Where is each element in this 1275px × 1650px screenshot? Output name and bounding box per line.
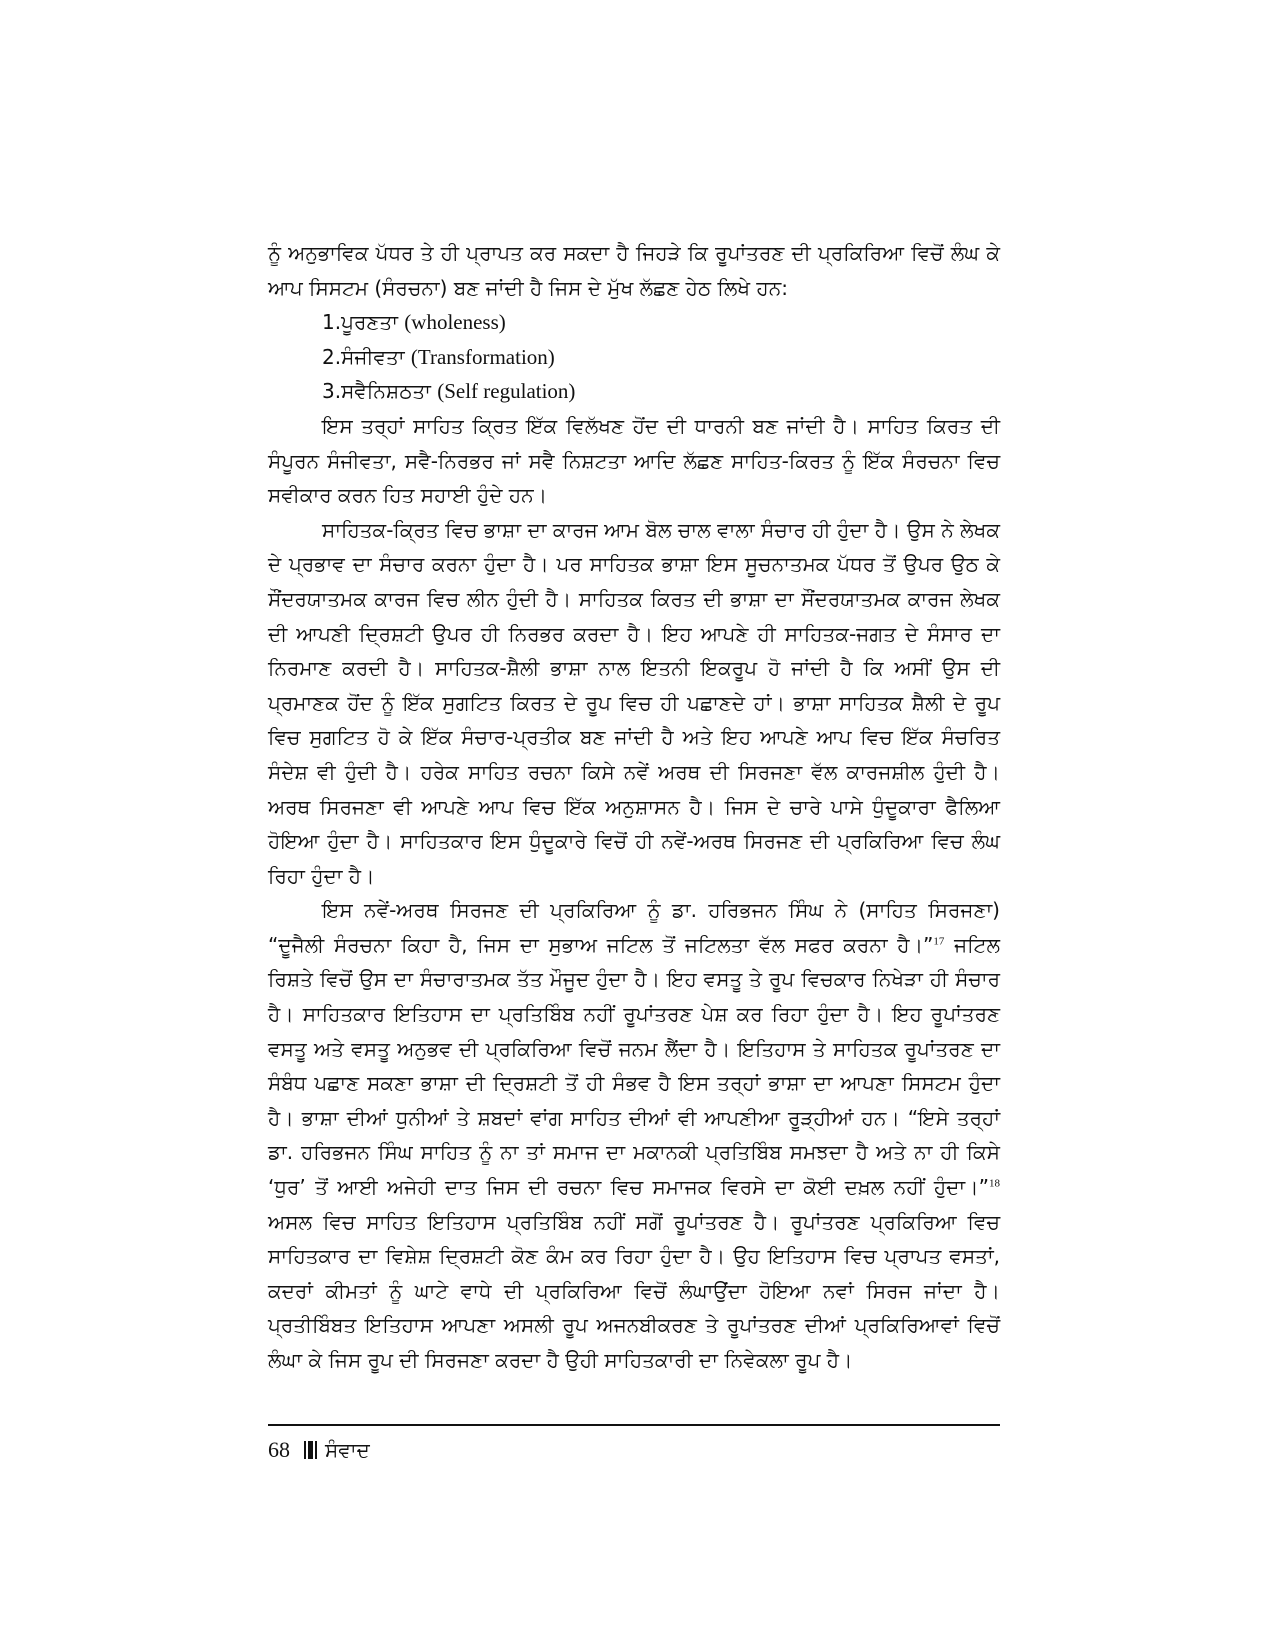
list-item (268, 305, 1000, 340)
list-term: ਸਵੈਨਿਸ਼ਠਤਾ (341, 379, 431, 404)
footnote-marker: 17 (933, 935, 945, 948)
paragraph: ਸਾਹਿਤਕ-ਕ੍ਰਿਤ ਵਿਚ ਭਾਸ਼ਾ ਦਾ ਕਾਰਜ ਆਮ ਬੋਲ ਚਾਲ ਵਾਲਾ ਸੰਚਾਰ ਹੀ ਹੁੰਦਾ ਹੈ। ਉਸ ਨੇ ਲੇਖਕ ਦੇ ਪ੍ਰਭਾਵ ਦਾ ਸੰਚਾਰ ਕਰਨਾ ਹੁੰਦਾ ਹੈ। ਪਰ ਸਾਹਿਤਕ ਭਾਸ਼ਾ ਇਸ ਸੂਚਨਾਤਮਕ ਪੱਧਰ ਤੋਂ ਉਪਰ ਉਠ ਕੇ ਸੌਂਦਰਯਾਤਮਕ ਕਾਰਜ ਵਿਚ ਲੀਨ ਹੁੰਦੀ ਹੈ। ਸਾਹਿਤਕ ਕਿਰਤ ਦੀ ਭਾਸ਼ਾ ਦਾ ਸੌਂਦਰਯਾਤਮਕ ਕਾਰਜ ਲੇਖਕ ਦੀ ਆਪਣੀ ਦ੍ਰਿਸ਼ਟੀ ਉਪਰ ਹੀ ਨਿਰਭਰ ਕਰਦਾ ਹੈ। ਇਹ ਆਪਣੇ ਹੀ ਸਾਹਿਤਕ-ਜਗਤ ਦੇ ਸੰਸਾਰ ਦਾ ਨਿਰਮਾਣ ਕਰਦੀ ਹੈ। ਸਾਹਿਤਕ-ਸ਼ੈਲੀ ਭਾਸ਼ਾ ਨਾਲ ਇਤਨੀ ਇਕਰੂਪ ਹੋ ਜਾਂਦੀ ਹੈ ਕਿ ਅਸੀਂ ਉਸ ਦੀ ਪ੍ਰਮਾਣਕ ਹੋਂਦ ਨੂੰ ਇੱਕ ਸੁਗਟਿਤ ਕਿਰਤ ਦੇ ਰੂਪ ਵਿਚ ਹੀ ਪਛਾਣਦੇ ਹਾਂ। ਭਾਸ਼ਾ ਸਾਹਿਤਕ ਸ਼ੈਲੀ ਦੇ ਰੂਪ ਵਿਚ ਸੁਗਟਿਤ ਹੋ ਕੇ ਇੱਕ ਸੰਚਾਰ-ਪ੍ਰਤੀਕ ਬਣ ਜਾਂਦੀ ਹੈ ਅਤੇ ਇਹ ਆਪਣੇ ਆਪ ਵਿਚ ਇੱਕ ਸੰਚਰਿਤ ਸੰਦੇਸ਼ ਵੀ ਹੁੰਦੀ ਹੈ। ਹਰੇਕ ਸਾਹਿਤ ਰਚਨਾ ਕਿਸੇ ਨਵੇਂ ਅਰਥ ਦੀ ਸਿਰਜਣਾ ਵੱਲ ਕਾਰਜਸ਼ੀਲ ਹੁੰਦੀ ਹੈ। ਅਰਥ ਸਿਰਜਣਾ ਵੀ ਆਪਣੇ ਆਪ ਵਿਚ ਇੱਕ ਅਨੁਸ਼ਾਸਨ ਹੈ। ਜਿਸ ਦੇ ਚਾਰੇ ਪਾਸੇ ਧੁੰਦੂਕਾਰਾ ਫੈਲਿਆ ਹੋਇਆ ਹੁੰਦਾ ਹੈ। ਸਾਹਿਤਕਾਰ ਇਸ ਧੁੰਦੂਕਾਰੇ ਵਿਚੋਂ ਹੀ ਨਵੇਂ-ਅਰਥ ਸਿਰਜਣ ਦੀ ਪ੍ਰਕਿਰਿਆ ਵਿਚ ਲੰਘ ਰਿਹਾ ਹੁੰਦਾ ਹੈ। (268, 517, 1000, 888)
list-term: ਪੂਰਣਤਾ (341, 310, 398, 335)
feature-list (268, 305, 1000, 409)
list-number: 1. (322, 310, 342, 335)
list-english: (Transformation) (410, 344, 555, 369)
body-text (268, 236, 1000, 1378)
list-number: 2. (322, 344, 342, 369)
paragraph-text: ਜਟਿਲ ਰਿਸ਼ਤੇ ਵਿਚੋਂ ਉਸ ਦਾ ਸੰਚਾਰਾਤਮਕ ਤੱਤ ਮੌਜੂਦ ਹੁੰਦਾ ਹੈ। ਇਹ ਵਸਤੂ ਤੇ ਰੂਪ ਵਿਚਕਾਰ ਨਿਖੇੜਾ ਹੀ ਸੰਚਾਰ ਹੈ। ਸਾਹਿਤਕਾਰ ਇਤਿਹਾਸ ਦਾ ਪ੍ਰਤਿਬਿੰਬ ਨਹੀਂ ਰੂਪਾਂਤਰਣ ਪੇਸ਼ ਕਰ ਰਿਹਾ ਹੁੰਦਾ ਹੈ। ਇਹ ਰੂਪਾਂਤਰਣ ਵਸਤੂ ਅਤੇ ਵਸਤੂ ਅਨੁਭਵ ਦੀ ਪ੍ਰਕਿਰਿਆ ਵਿਚੋਂ ਜਨਮ ਲੈਂਦਾ ਹੈ। ਇਤਿਹਾਸ ਤੇ ਸਾਹਿਤਕ ਰੂਪਾਂਤਰਣ ਦਾ ਸੰਬੰਧ ਪਛਾਣ ਸਕਣਾ ਭਾਸ਼ਾ ਦੀ ਦ੍ਰਿਸ਼ਟੀ ਤੋਂ ਹੀ ਸੰਭਵ ਹੈ ਇਸ ਤਰ੍ਹਾਂ ਭਾਸ਼ਾ ਦਾ ਆਪਣਾ ਸਿਸਟਮ ਹੁੰਦਾ ਹੈ। ਭਾਸ਼ਾ ਦੀਆਂ ਧੁਨੀਆਂ ਤੇ ਸ਼ਬਦਾਂ ਵਾਂਗ ਸਾਹਿਤ ਦੀਆਂ ਵੀ ਆਪਣੀਆ ਰੂੜ੍ਹੀਆਂ ਹਨ। “ਇਸੇ ਤਰ੍ਹਾਂ ਡਾ. ਹਰਿਭਜਨ ਸਿੰਘ ਸਾਹਿਤ ਨੂੰ ਨਾ ਤਾਂ ਸਮਾਜ ਦਾ ਮਕਾਨਕੀ ਪ੍ਰਤਿਬਿੰਬ ਸਮਝਦਾ ਹੈ ਅਤੇ ਨਾ ਹੀ ਕਿਸੇ ‘ਧੁਰ’ ਤੋਂ ਆਈ ਅਜੇਹੀ ਦਾਤ ਜਿਸ ਦੀ ਰਚਨਾ ਵਿਚ ਸਮਾਜਕ ਵਿਰਸੇ ਦਾ ਕੋਈ ਦਖ਼ਲ ਨਹੀਂ ਹੁੰਦਾ।” (268, 932, 1000, 1200)
journal-name: ਸੰਵਾਦ (325, 1438, 370, 1462)
footnote-marker: 18 (989, 1177, 1000, 1190)
paragraph: ਇਸ ਤਰ੍ਹਾਂ ਸਾਹਿਤ ਕ੍ਰਿਤ ਇੱਕ ਵਿਲੱਖਣ ਹੋਂਦ ਦੀ ਧਾਰਨੀ ਬਣ ਜਾਂਦੀ ਹੈ। ਸਾਹਿਤ ਕਿਰਤ ਦੀ ਸੰਪੂਰਨ ਸੰਜੀਵਤਾ, ਸਵੈ-ਨਿਰਭਰ ਜਾਂ ਸਵੈ ਨਿਸ਼ਟਤਾ ਆਦਿ ਲੱਛਣ ਸਾਹਿਤ-ਕਿਰਤ ਨੂੰ ਇੱਕ ਸੰਰਚਨਾ ਵਿਚ ਸਵੀਕਾਰ ਕਰਨ ਹਿਤ ਸਹਾਈ ਹੁੰਦੇ ਹਨ। (268, 413, 1000, 508)
list-term: ਸੰਜੀਵਤਾ (341, 344, 405, 369)
page-number: 68 (268, 1437, 290, 1462)
paragraph-text: ਇਸ ਨਵੇਂ-ਅਰਥ ਸਿਰਜਣ ਦੀ ਪ੍ਰਕਿਰਿਆ ਨੂੰ ਡਾ. ਹਰਿਭਜਨ ਸਿੰਘ ਨੇ (ਸਾਹਿਤ ਸਿਰਜਣਾ) “ਦੂਜੈਲੀ ਸੰਰਚਨਾ ਕਿਹਾ ਹੈ, ਜਿਸ ਦਾ ਸੁਭਾਅ ਜਟਿਲ ਤੋਂ ਜਟਿਲਤਾ ਵੱਲ ਸਫਰ ਕਰਨਾ ਹੈ।” (268, 898, 1000, 957)
paragraph: ਨੂੰ ਅਨੁਭਾਵਿਕ ਪੱਧਰ ਤੇ ਹੀ ਪ੍ਰਾਪਤ ਕਰ ਸਕਦਾ ਹੈ ਜਿਹੜੇ ਕਿ ਰੂਪਾਂਤਰਣ ਦੀ ਪ੍ਰਕਿਰਿਆ ਵਿਚੋਂ ਲੰਘ ਕੇ ਆਪ ਸਿਸਟਮ (ਸੰਰਚਨਾ) ਬਣ ਜਾਂਦੀ ਹੈ ਜਿਸ ਦੇ ਮੁੱਖ ਲੱਛਣ ਹੇਠ ਲਿਖੇ ਹਨ: (268, 241, 1000, 300)
list-english: (Self regulation) (437, 379, 576, 404)
paragraph-with-footnotes (268, 893, 1000, 1377)
list-item (268, 374, 1000, 409)
page-footer (268, 1434, 370, 1466)
list-english: (wholeness) (404, 310, 506, 335)
paragraph-text: ਅਸਲ ਵਿਚ ਸਾਹਿਤ ਇਤਿਹਾਸ ਪ੍ਰਤਿਬਿੰਬ ਨਹੀਂ ਸਗੋਂ ਰੂਪਾਂਤਰਣ ਹੈ। ਰੂਪਾਂਤਰਣ ਪ੍ਰਕਿਰਿਆ ਵਿਚ ਸਾਹਿਤਕਾਰ ਦਾ ਵਿਸ਼ੇਸ਼ ਦ੍ਰਿਸ਼ਟੀ ਕੋਣ ਕੰਮ ਕਰ ਰਿਹਾ ਹੁੰਦਾ ਹੈ। ਉਹ ਇਤਿਹਾਸ ਵਿਚ ਪ੍ਰਾਪਤ ਵਸਤਾਂ, ਕਦਰਾਂ ਕੀਮਤਾਂ ਨੂੰ ਘਾਟੇ ਵਾਧੇ ਦੀ ਪ੍ਰਕਿਰਿਆ ਵਿਚੋਂ ਲੰਘਾਉਂਦਾ ਹੋਇਆ ਨਵਾਂ ਸਿਰਜ ਜਾਂਦਾ ਹੈ। ਪ੍ਰਤੀਬਿੰਬਤ ਇਤਿਹਾਸ ਆਪਣਾ ਅਸਲੀ ਰੂਪ ਅਜਨਬੀਕਰਣ ਤੇ ਰੂਪਾਂਤਰਣ ਦੀਆਂ ਪ੍ਰਕਿਰਿਆਵਾਂ ਵਿਚੋਂ ਲੰਘਾ ਕੇ ਜਿਸ ਰੂਪ ਦੀ ਸਿਰਜਣਾ ਕਰਦਾ ਹੈ ਉਹੀ ਸਾਹਿਤਕਾਰੀ ਦਾ ਨਿਵੇਕਲਾ ਰੂਪ ਹੈ। (268, 1209, 1000, 1372)
bars-icon (304, 1440, 317, 1460)
list-number: 3. (322, 379, 342, 404)
footer-divider (268, 1424, 1000, 1426)
list-item (268, 340, 1000, 375)
